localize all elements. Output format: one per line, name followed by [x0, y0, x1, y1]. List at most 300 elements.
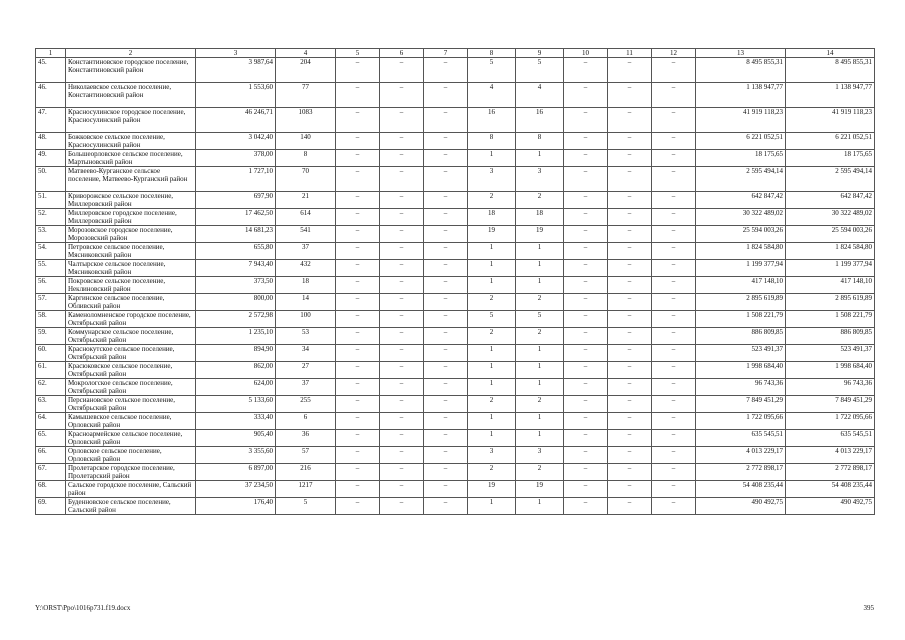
cell-col-4: 14 [276, 294, 336, 311]
cell-col-13: 635 545,51 [696, 430, 786, 447]
row-number-cell: 69. [36, 498, 66, 515]
settlement-name-cell: Каргинское сельское поселение, Обливский район [66, 294, 196, 311]
cell-col-3: 5 133,60 [196, 396, 276, 413]
cell-col-8: 1 [468, 150, 516, 167]
row-number-cell: 55. [36, 260, 66, 277]
row-number-cell: 61. [36, 362, 66, 379]
header-cell: 5 [336, 49, 380, 58]
cell-col-6: – [380, 413, 424, 430]
settlement-name-cell: Краснокутское сельское поселение, Октябрьский район [66, 345, 196, 362]
cell-col-9: 2 [516, 192, 564, 209]
cell-col-10: – [564, 498, 608, 515]
table-row [36, 277, 875, 294]
cell-col-5: – [336, 260, 380, 277]
cell-col-12: – [652, 328, 696, 345]
cell-col-10: – [564, 167, 608, 192]
cell-col-10: – [564, 362, 608, 379]
table-row [36, 328, 875, 345]
cell-col-9: 2 [516, 294, 564, 311]
cell-col-14: 1 508 221,79 [786, 311, 875, 328]
cell-col-6: – [380, 328, 424, 345]
cell-col-14: 8 495 855,31 [786, 58, 875, 83]
cell-col-11: – [608, 294, 652, 311]
cell-col-5: – [336, 243, 380, 260]
cell-col-5: – [336, 328, 380, 345]
cell-col-10: – [564, 209, 608, 226]
cell-col-14: 2 595 494,14 [786, 167, 875, 192]
table-row [36, 150, 875, 167]
cell-col-4: 34 [276, 345, 336, 362]
cell-col-13: 1 998 684,40 [696, 362, 786, 379]
cell-col-14: 2 772 898,17 [786, 464, 875, 481]
cell-col-12: – [652, 464, 696, 481]
settlement-name-cell: Коммунарское сельское поселение, Октябрьский район [66, 328, 196, 345]
cell-col-9: 1 [516, 498, 564, 515]
row-number-cell: 47. [36, 108, 66, 133]
cell-col-8: 2 [468, 192, 516, 209]
cell-col-14: 1 824 584,80 [786, 243, 875, 260]
cell-col-13: 1 824 584,80 [696, 243, 786, 260]
cell-col-12: – [652, 447, 696, 464]
cell-col-14: 635 545,51 [786, 430, 875, 447]
row-number-cell: 51. [36, 192, 66, 209]
settlement-name-cell: Камышевское сельское поселение, Орловский район [66, 413, 196, 430]
cell-col-13: 642 847,42 [696, 192, 786, 209]
cell-col-9: 1 [516, 277, 564, 294]
cell-col-7: – [424, 192, 468, 209]
settlement-name-cell: Сальское городское поселение, Сальский район [66, 481, 196, 498]
cell-col-10: – [564, 83, 608, 108]
settlement-name-cell: Миллеровское городское поселение, Миллеровский район [66, 209, 196, 226]
cell-col-6: – [380, 277, 424, 294]
cell-col-5: – [336, 226, 380, 243]
cell-col-7: – [424, 345, 468, 362]
cell-col-5: – [336, 498, 380, 515]
row-number-cell: 49. [36, 150, 66, 167]
cell-col-7: – [424, 209, 468, 226]
row-number-cell: 58. [36, 311, 66, 328]
cell-col-9: 1 [516, 260, 564, 277]
cell-col-12: – [652, 133, 696, 150]
header-cell: 3 [196, 49, 276, 58]
cell-col-8: 2 [468, 396, 516, 413]
cell-col-9: 1 [516, 362, 564, 379]
cell-col-7: – [424, 413, 468, 430]
cell-col-11: – [608, 108, 652, 133]
table-row [36, 226, 875, 243]
cell-col-14: 1 199 377,94 [786, 260, 875, 277]
cell-col-5: – [336, 345, 380, 362]
cell-col-7: – [424, 311, 468, 328]
cell-col-12: – [652, 150, 696, 167]
cell-col-11: – [608, 226, 652, 243]
cell-col-4: 21 [276, 192, 336, 209]
cell-col-12: – [652, 167, 696, 192]
cell-col-13: 1 199 377,94 [696, 260, 786, 277]
cell-col-11: – [608, 150, 652, 167]
cell-col-9: 1 [516, 243, 564, 260]
settlement-name-cell: Покровское сельское поселение, Неклиновский район [66, 277, 196, 294]
cell-col-9: 2 [516, 328, 564, 345]
cell-col-9: 3 [516, 447, 564, 464]
cell-col-7: – [424, 150, 468, 167]
cell-col-4: 204 [276, 58, 336, 83]
cell-col-11: – [608, 464, 652, 481]
cell-col-12: – [652, 396, 696, 413]
cell-col-6: – [380, 379, 424, 396]
cell-col-4: 53 [276, 328, 336, 345]
cell-col-3: 1 235,10 [196, 328, 276, 345]
cell-col-4: 18 [276, 277, 336, 294]
row-number-cell: 64. [36, 413, 66, 430]
cell-col-11: – [608, 311, 652, 328]
settlement-name-cell: Красноармейское сельское поселение, Орловский район [66, 430, 196, 447]
cell-col-11: – [608, 345, 652, 362]
cell-col-4: 8 [276, 150, 336, 167]
cell-col-12: – [652, 192, 696, 209]
cell-col-11: – [608, 328, 652, 345]
cell-col-4: 70 [276, 167, 336, 192]
cell-col-8: 1 [468, 379, 516, 396]
cell-col-6: – [380, 167, 424, 192]
table-row [36, 430, 875, 447]
data-table [35, 48, 875, 515]
cell-col-12: – [652, 294, 696, 311]
cell-col-3: 3 987,64 [196, 58, 276, 83]
cell-col-5: – [336, 447, 380, 464]
table-row [36, 345, 875, 362]
cell-col-6: – [380, 464, 424, 481]
cell-col-6: – [380, 133, 424, 150]
cell-col-10: – [564, 328, 608, 345]
cell-col-6: – [380, 243, 424, 260]
cell-col-5: – [336, 58, 380, 83]
cell-col-3: 7 943,40 [196, 260, 276, 277]
cell-col-5: – [336, 83, 380, 108]
settlement-name-cell: Константиновское городское поселение, Константиновский район [66, 58, 196, 83]
cell-col-8: 1 [468, 277, 516, 294]
cell-col-13: 523 491,37 [696, 345, 786, 362]
cell-col-3: 333,40 [196, 413, 276, 430]
cell-col-14: 96 743,36 [786, 379, 875, 396]
cell-col-9: 18 [516, 209, 564, 226]
cell-col-11: – [608, 83, 652, 108]
cell-col-9: 16 [516, 108, 564, 133]
cell-col-8: 1 [468, 413, 516, 430]
table-row [36, 447, 875, 464]
header-cell: 6 [380, 49, 424, 58]
cell-col-8: 2 [468, 464, 516, 481]
cell-col-11: – [608, 498, 652, 515]
cell-col-3: 1 553,60 [196, 83, 276, 108]
cell-col-11: – [608, 133, 652, 150]
cell-col-8: 1 [468, 362, 516, 379]
row-number-cell: 48. [36, 133, 66, 150]
cell-col-14: 490 492,75 [786, 498, 875, 515]
cell-col-6: – [380, 481, 424, 498]
cell-col-13: 7 849 451,29 [696, 396, 786, 413]
row-number-cell: 54. [36, 243, 66, 260]
cell-col-13: 2 895 619,89 [696, 294, 786, 311]
cell-col-6: – [380, 83, 424, 108]
settlement-name-cell: Криворожское сельское поселение, Миллеровский район [66, 192, 196, 209]
cell-col-3: 378,00 [196, 150, 276, 167]
cell-col-6: – [380, 396, 424, 413]
cell-col-3: 37 234,50 [196, 481, 276, 498]
cell-col-13: 2 772 898,17 [696, 464, 786, 481]
cell-col-7: – [424, 379, 468, 396]
cell-col-8: 2 [468, 294, 516, 311]
cell-col-9: 5 [516, 311, 564, 328]
settlement-name-cell: Орловское сельское поселение, Орловский район [66, 447, 196, 464]
header-cell: 1 [36, 49, 66, 58]
cell-col-4: 541 [276, 226, 336, 243]
cell-col-12: – [652, 108, 696, 133]
cell-col-12: – [652, 277, 696, 294]
cell-col-9: 19 [516, 481, 564, 498]
cell-col-10: – [564, 260, 608, 277]
row-number-cell: 63. [36, 396, 66, 413]
cell-col-9: 1 [516, 430, 564, 447]
cell-col-12: – [652, 498, 696, 515]
cell-col-13: 96 743,36 [696, 379, 786, 396]
settlement-name-cell: Пролетарское городское поселение, Пролетарский район [66, 464, 196, 481]
cell-col-10: – [564, 311, 608, 328]
table-row [36, 362, 875, 379]
cell-col-6: – [380, 447, 424, 464]
cell-col-14: 1 722 095,66 [786, 413, 875, 430]
cell-col-3: 697,90 [196, 192, 276, 209]
header-cell: 4 [276, 49, 336, 58]
cell-col-7: – [424, 58, 468, 83]
cell-col-6: – [380, 430, 424, 447]
cell-col-10: – [564, 345, 608, 362]
cell-col-13: 25 594 003,26 [696, 226, 786, 243]
cell-col-12: – [652, 226, 696, 243]
cell-col-14: 7 849 451,29 [786, 396, 875, 413]
table-row [36, 481, 875, 498]
table-row [36, 83, 875, 108]
cell-col-6: – [380, 362, 424, 379]
settlement-name-cell: Красюковское сельское поселение, Октябрьский район [66, 362, 196, 379]
cell-col-13: 1 722 095,66 [696, 413, 786, 430]
cell-col-12: – [652, 481, 696, 498]
cell-col-3: 17 462,50 [196, 209, 276, 226]
cell-col-10: – [564, 192, 608, 209]
cell-col-11: – [608, 277, 652, 294]
settlement-name-cell: Николаевское сельское поселение, Константиновский район [66, 83, 196, 108]
cell-col-7: – [424, 430, 468, 447]
cell-col-5: – [336, 277, 380, 294]
cell-col-10: – [564, 133, 608, 150]
cell-col-3: 6 897,00 [196, 464, 276, 481]
settlement-name-cell: Петровское сельское поселение, Мясниковский район [66, 243, 196, 260]
table-row [36, 243, 875, 260]
row-number-cell: 68. [36, 481, 66, 498]
cell-col-10: – [564, 243, 608, 260]
cell-col-12: – [652, 311, 696, 328]
cell-col-5: – [336, 396, 380, 413]
cell-col-14: 41 919 118,23 [786, 108, 875, 133]
cell-col-10: – [564, 108, 608, 133]
cell-col-3: 624,00 [196, 379, 276, 396]
cell-col-13: 2 595 494,14 [696, 167, 786, 192]
cell-col-9: 2 [516, 464, 564, 481]
cell-col-5: – [336, 167, 380, 192]
cell-col-14: 4 013 229,17 [786, 447, 875, 464]
cell-col-3: 176,40 [196, 498, 276, 515]
cell-col-11: – [608, 362, 652, 379]
cell-col-14: 523 491,37 [786, 345, 875, 362]
cell-col-12: – [652, 413, 696, 430]
cell-col-6: – [380, 498, 424, 515]
cell-col-11: – [608, 396, 652, 413]
cell-col-5: – [336, 150, 380, 167]
cell-col-3: 373,50 [196, 277, 276, 294]
cell-col-3: 800,00 [196, 294, 276, 311]
cell-col-5: – [336, 311, 380, 328]
cell-col-10: – [564, 413, 608, 430]
page-number: 395 [863, 604, 874, 612]
cell-col-11: – [608, 379, 652, 396]
cell-col-7: – [424, 498, 468, 515]
cell-col-12: – [652, 362, 696, 379]
cell-col-5: – [336, 464, 380, 481]
cell-col-8: 18 [468, 209, 516, 226]
cell-col-3: 46 246,71 [196, 108, 276, 133]
header-cell: 12 [652, 49, 696, 58]
cell-col-5: – [336, 362, 380, 379]
cell-col-6: – [380, 209, 424, 226]
cell-col-12: – [652, 260, 696, 277]
cell-col-7: – [424, 133, 468, 150]
cell-col-7: – [424, 243, 468, 260]
cell-col-11: – [608, 447, 652, 464]
cell-col-7: – [424, 260, 468, 277]
cell-col-9: 5 [516, 58, 564, 83]
table-row [36, 311, 875, 328]
table-row [36, 209, 875, 226]
cell-col-10: – [564, 396, 608, 413]
cell-col-5: – [336, 294, 380, 311]
cell-col-4: 27 [276, 362, 336, 379]
cell-col-12: – [652, 209, 696, 226]
cell-col-13: 4 013 229,17 [696, 447, 786, 464]
cell-col-10: – [564, 58, 608, 83]
footer-file-path: Y:\ORST\Ppo\1016p731.f19.docx [35, 604, 131, 612]
cell-col-8: 8 [468, 133, 516, 150]
cell-col-4: 57 [276, 447, 336, 464]
cell-col-4: 5 [276, 498, 336, 515]
cell-col-8: 3 [468, 447, 516, 464]
cell-col-13: 41 919 118,23 [696, 108, 786, 133]
table-row [36, 58, 875, 83]
cell-col-13: 8 495 855,31 [696, 58, 786, 83]
cell-col-3: 862,00 [196, 362, 276, 379]
row-number-cell: 60. [36, 345, 66, 362]
cell-col-8: 3 [468, 167, 516, 192]
cell-col-5: – [336, 108, 380, 133]
cell-col-7: – [424, 108, 468, 133]
header-cell: 7 [424, 49, 468, 58]
cell-col-12: – [652, 83, 696, 108]
settlement-name-cell: Матвеево-Курганское сельское поселение, Матвеево-Курганский район [66, 167, 196, 192]
cell-col-13: 6 221 052,51 [696, 133, 786, 150]
row-number-cell: 45. [36, 58, 66, 83]
cell-col-7: – [424, 481, 468, 498]
cell-col-8: 1 [468, 260, 516, 277]
settlement-name-cell: Чалтырское сельское поселение, Мясниковский район [66, 260, 196, 277]
cell-col-12: – [652, 345, 696, 362]
cell-col-4: 614 [276, 209, 336, 226]
cell-col-14: 18 175,65 [786, 150, 875, 167]
cell-col-8: 1 [468, 498, 516, 515]
cell-col-14: 886 809,85 [786, 328, 875, 345]
settlement-name-cell: Божковское сельское поселение, Красносулинский район [66, 133, 196, 150]
cell-col-9: 2 [516, 396, 564, 413]
cell-col-10: – [564, 379, 608, 396]
cell-col-11: – [608, 243, 652, 260]
cell-col-5: – [336, 133, 380, 150]
cell-col-13: 18 175,65 [696, 150, 786, 167]
cell-col-4: 37 [276, 379, 336, 396]
cell-col-9: 1 [516, 413, 564, 430]
table-row [36, 133, 875, 150]
cell-col-8: 5 [468, 311, 516, 328]
cell-col-11: – [608, 481, 652, 498]
cell-col-3: 2 572,98 [196, 311, 276, 328]
settlement-name-cell: Каменоломненское городское поселение, Октябрьский район [66, 311, 196, 328]
settlement-name-cell: Мокрологское сельское поселение, Октябрьский район [66, 379, 196, 396]
row-number-cell: 65. [36, 430, 66, 447]
cell-col-5: – [336, 413, 380, 430]
cell-col-3: 3 355,60 [196, 447, 276, 464]
table-row [36, 498, 875, 515]
cell-col-8: 5 [468, 58, 516, 83]
cell-col-10: – [564, 277, 608, 294]
cell-col-13: 886 809,85 [696, 328, 786, 345]
cell-col-7: – [424, 294, 468, 311]
settlement-name-cell: Красносулинское городское поселение, Красносулинский район [66, 108, 196, 133]
cell-col-12: – [652, 58, 696, 83]
row-number-cell: 50. [36, 167, 66, 192]
table-row [36, 108, 875, 133]
settlement-name-cell: Персиановское сельское поселение, Октябрьский район [66, 396, 196, 413]
cell-col-6: – [380, 192, 424, 209]
cell-col-11: – [608, 413, 652, 430]
table-row [36, 260, 875, 277]
header-cell: 9 [516, 49, 564, 58]
table-row [36, 294, 875, 311]
cell-col-6: – [380, 345, 424, 362]
cell-col-4: 432 [276, 260, 336, 277]
table-row [36, 192, 875, 209]
table-row [36, 167, 875, 192]
cell-col-7: – [424, 447, 468, 464]
cell-col-3: 1 727,10 [196, 167, 276, 192]
cell-col-7: – [424, 328, 468, 345]
cell-col-14: 1 138 947,77 [786, 83, 875, 108]
cell-col-4: 36 [276, 430, 336, 447]
cell-col-5: – [336, 379, 380, 396]
header-cell: 2 [66, 49, 196, 58]
cell-col-3: 3 042,40 [196, 133, 276, 150]
cell-col-7: – [424, 167, 468, 192]
cell-col-9: 1 [516, 379, 564, 396]
cell-col-6: – [380, 108, 424, 133]
cell-col-14: 417 148,10 [786, 277, 875, 294]
table-row [36, 464, 875, 481]
